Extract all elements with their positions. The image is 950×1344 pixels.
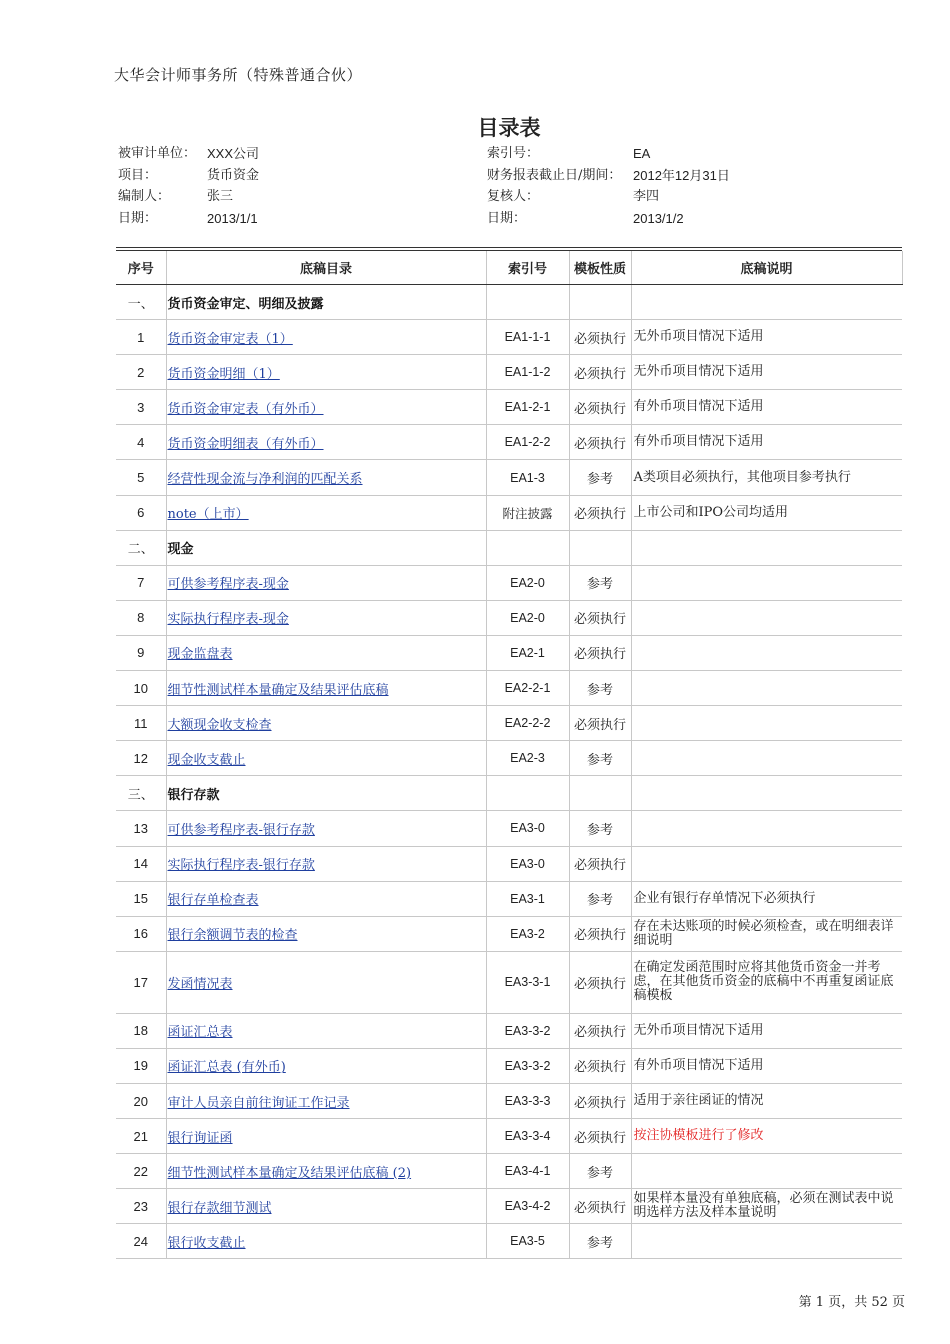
row-seq: 20 <box>116 1083 166 1118</box>
row-seq: 11 <box>116 706 166 741</box>
doc-link[interactable]: 发函情况表 <box>167 976 233 992</box>
row-index <box>486 530 569 565</box>
row-doc-cell[interactable] <box>166 881 486 916</box>
info-right-values <box>633 143 730 229</box>
header-note: 底稿说明 <box>631 251 902 285</box>
index-value: EA <box>633 146 651 161</box>
doc-link[interactable]: 经营性现金流与净利润的匹配关系 <box>167 472 363 488</box>
row-seq: 2 <box>116 355 166 390</box>
row-index: EA1-2-1 <box>486 390 569 425</box>
row-index: EA2-1 <box>486 635 569 670</box>
row-index: EA1-1-2 <box>486 355 569 390</box>
row-note <box>631 285 902 320</box>
doc-link[interactable]: 银行收支截止 <box>167 1235 246 1251</box>
row-seq: 24 <box>116 1224 166 1259</box>
table-row <box>116 635 902 670</box>
row-seq: 三、 <box>116 776 166 811</box>
row-doc-cell[interactable] <box>166 600 486 635</box>
row-index: EA2-0 <box>486 565 569 600</box>
doc-link[interactable]: 审计人员亲自前往询证工作记录 <box>167 1095 350 1111</box>
table-row <box>116 811 902 846</box>
row-index: EA3-3-1 <box>486 951 569 1013</box>
item-value: 货币资金 <box>207 167 260 183</box>
row-doc-cell[interactable] <box>166 390 486 425</box>
row-seq: 一、 <box>116 285 166 320</box>
reviewer-value: 李四 <box>633 189 660 204</box>
row-note: 存在未达账项的时候必须检查，或在明细表详细说明 <box>631 916 902 951</box>
table-row <box>116 1154 902 1189</box>
row-doc-cell[interactable] <box>166 706 486 741</box>
row-index: EA1-1-1 <box>486 320 569 355</box>
row-index: EA3-4-2 <box>486 1189 569 1224</box>
info-left-labels <box>118 143 196 229</box>
row-nature: 必须执行 <box>569 846 631 881</box>
row-nature: 必须执行 <box>569 916 631 951</box>
table-row <box>116 671 902 706</box>
row-index: EA3-3-2 <box>486 1048 569 1083</box>
table-row <box>116 1224 902 1259</box>
header-nature: 模板性质 <box>569 251 631 285</box>
row-nature: 必须执行 <box>569 1013 631 1048</box>
info-left-values <box>207 143 259 229</box>
row-nature: 必须执行 <box>569 635 631 670</box>
row-doc-cell[interactable] <box>166 741 486 776</box>
row-note: 无外币项目情况下适用 <box>631 355 902 390</box>
table-row <box>116 951 902 1013</box>
row-nature: 必须执行 <box>569 951 631 1013</box>
doc-link[interactable]: 大额现金收支检查 <box>167 717 272 733</box>
row-note: 上市公司和IPO公司均适用 <box>631 495 902 530</box>
row-nature <box>569 530 631 565</box>
doc-link[interactable]: 细节性测试样本量确定及结果评估底稿 (2) <box>167 1165 412 1181</box>
row-nature: 参考 <box>569 881 631 916</box>
audited-entity-label: 被审计单位： <box>118 146 197 161</box>
row-seq: 15 <box>116 881 166 916</box>
row-seq: 4 <box>116 425 166 460</box>
row-index: EA3-0 <box>486 811 569 846</box>
section-row <box>116 776 902 811</box>
preparer-label: 编制人： <box>118 189 171 204</box>
info-right-labels <box>487 143 621 229</box>
doc-link[interactable]: note（上市） <box>167 507 249 523</box>
row-nature: 必须执行 <box>569 355 631 390</box>
table-row <box>116 565 902 600</box>
period-label: 财务报表截止日/期间： <box>487 167 622 183</box>
date1-label: 日期： <box>118 210 158 226</box>
row-index: EA2-0 <box>486 600 569 635</box>
row-seq: 5 <box>116 460 166 495</box>
row-index: EA2-3 <box>486 741 569 776</box>
table-row <box>116 741 902 776</box>
row-note: 企业有银行存单情况下必须执行 <box>631 881 902 916</box>
table-row <box>116 1048 902 1083</box>
doc-link[interactable]: 细节性测试样本量确定及结果评估底稿 <box>167 682 389 698</box>
row-nature: 参考 <box>569 1154 631 1189</box>
date2-value: 2013/1/2 <box>633 210 684 226</box>
table-row <box>116 600 902 635</box>
row-note <box>631 565 902 600</box>
row-index <box>486 776 569 811</box>
row-index: EA3-2 <box>486 916 569 951</box>
row-doc-cell[interactable] <box>166 460 486 495</box>
row-note: 在确定发函范围时应将其他货币资金一并考虑，在其他货币资金的底稿中不再重复函证底稿模板 <box>631 951 902 1013</box>
row-nature: 必须执行 <box>569 1119 631 1154</box>
row-index: EA3-3-4 <box>486 1119 569 1154</box>
row-doc-cell[interactable] <box>166 1154 486 1189</box>
row-nature: 参考 <box>569 741 631 776</box>
table-row <box>116 355 902 390</box>
section-title: 货币资金审定、明细及披露 <box>166 285 486 320</box>
row-index: EA3-0 <box>486 846 569 881</box>
row-nature: 必须执行 <box>569 1048 631 1083</box>
row-index: EA2-2-1 <box>486 671 569 706</box>
period-value: 2012年12月31日 <box>633 167 730 183</box>
doc-link[interactable]: 实际执行程序表-银行存款 <box>167 858 315 874</box>
row-index: EA3-3-3 <box>486 1083 569 1118</box>
firm-name: 大华会计师事务所（特殊普通合伙） <box>114 66 363 84</box>
doc-link[interactable]: 现金收支截止 <box>167 752 246 768</box>
page-footer: 第 1 页，共 52 页 <box>798 1295 905 1310</box>
row-seq: 19 <box>116 1048 166 1083</box>
item-label: 项目： <box>118 167 158 183</box>
row-seq: 16 <box>116 916 166 951</box>
row-index: EA3-3-2 <box>486 1013 569 1048</box>
row-seq: 23 <box>116 1189 166 1224</box>
row-doc-cell[interactable] <box>166 355 486 390</box>
table-row <box>116 881 902 916</box>
row-note: 按注协模板进行了修改 <box>631 1119 902 1154</box>
row-seq: 22 <box>116 1154 166 1189</box>
row-doc-cell[interactable] <box>166 1048 486 1083</box>
row-index: EA3-4-1 <box>486 1154 569 1189</box>
row-doc-cell[interactable] <box>166 320 486 355</box>
doc-link[interactable]: 可供参考程序表-现金 <box>167 577 289 593</box>
row-doc-cell[interactable] <box>166 1083 486 1118</box>
row-note <box>631 530 902 565</box>
reviewer-label: 复核人： <box>487 189 540 204</box>
row-nature: 必须执行 <box>569 390 631 425</box>
row-note <box>631 706 902 741</box>
row-nature: 参考 <box>569 565 631 600</box>
row-note <box>631 846 902 881</box>
table-row <box>116 425 902 460</box>
row-doc-cell[interactable] <box>166 425 486 460</box>
row-note <box>631 635 902 670</box>
row-doc-cell[interactable] <box>166 1224 486 1259</box>
row-doc-cell[interactable] <box>166 565 486 600</box>
header-seq: 序号 <box>116 251 166 285</box>
table-row <box>116 390 902 425</box>
table-row <box>116 1083 902 1118</box>
row-nature: 参考 <box>569 460 631 495</box>
row-doc-cell[interactable] <box>166 671 486 706</box>
table-row <box>116 1119 902 1154</box>
table-row <box>116 1189 902 1224</box>
row-note: 有外币项目情况下适用 <box>631 390 902 425</box>
row-doc-cell[interactable] <box>166 495 486 530</box>
doc-link[interactable]: 货币资金审定表（有外币） <box>167 401 324 417</box>
table-row <box>116 495 902 530</box>
table-header-row <box>116 251 902 285</box>
row-seq: 13 <box>116 811 166 846</box>
row-nature: 必须执行 <box>569 706 631 741</box>
row-doc-cell[interactable] <box>166 1119 486 1154</box>
row-note: 无外币项目情况下适用 <box>631 320 902 355</box>
header-index: 索引号 <box>486 251 569 285</box>
row-seq: 10 <box>116 671 166 706</box>
index-label: 索引号： <box>487 146 540 161</box>
toc-table <box>116 251 903 1259</box>
section-row <box>116 530 902 565</box>
table-row <box>116 460 902 495</box>
doc-link[interactable]: 货币资金审定表（1） <box>167 331 293 347</box>
table-row <box>116 916 902 951</box>
row-note <box>631 811 902 846</box>
row-nature: 参考 <box>569 1224 631 1259</box>
row-doc-cell[interactable] <box>166 635 486 670</box>
row-seq: 二、 <box>116 530 166 565</box>
row-nature: 参考 <box>569 671 631 706</box>
row-note <box>631 741 902 776</box>
row-note: 无外币项目情况下适用 <box>631 1013 902 1048</box>
row-index: EA1-3 <box>486 460 569 495</box>
row-nature: 必须执行 <box>569 1189 631 1224</box>
row-index: 附注披露 <box>486 495 569 530</box>
row-index: EA3-5 <box>486 1224 569 1259</box>
row-nature: 参考 <box>569 811 631 846</box>
row-index: EA3-1 <box>486 881 569 916</box>
row-note: 适用于亲往函证的情况 <box>631 1083 902 1118</box>
row-nature <box>569 285 631 320</box>
row-seq: 8 <box>116 600 166 635</box>
section-row <box>116 285 902 320</box>
row-nature: 必须执行 <box>569 1083 631 1118</box>
doc-link[interactable]: 银行存单检查表 <box>167 893 259 909</box>
doc-link[interactable]: 函证汇总表 <box>167 1025 233 1041</box>
row-nature: 必须执行 <box>569 600 631 635</box>
row-nature <box>569 776 631 811</box>
row-note <box>631 1224 902 1259</box>
section-title: 现金 <box>166 530 486 565</box>
table-row <box>116 846 902 881</box>
row-seq: 14 <box>116 846 166 881</box>
table-row <box>116 706 902 741</box>
row-note: A类项目必须执行，其他项目参考执行 <box>631 460 902 495</box>
row-doc-cell[interactable] <box>166 951 486 1013</box>
row-seq: 7 <box>116 565 166 600</box>
row-doc-cell[interactable] <box>166 846 486 881</box>
row-note <box>631 671 902 706</box>
doc-link[interactable]: 函证汇总表 (有外币) <box>167 1060 286 1076</box>
doc-link[interactable]: 银行存款细节测试 <box>167 1200 272 1216</box>
date2-label: 日期： <box>487 210 527 226</box>
row-nature: 必须执行 <box>569 320 631 355</box>
doc-link[interactable]: 银行询证函 <box>167 1130 233 1146</box>
row-note: 如果样本量没有单独底稿，必须在测试表中说明选样方法及样本量说明 <box>631 1189 902 1224</box>
doc-link[interactable]: 现金监盘表 <box>167 647 233 663</box>
row-note <box>631 1154 902 1189</box>
doc-link[interactable]: 银行余额调节表的检查 <box>167 928 298 944</box>
row-seq: 17 <box>116 951 166 1013</box>
row-note <box>631 600 902 635</box>
preparer-value: 张三 <box>207 189 234 204</box>
row-seq: 12 <box>116 741 166 776</box>
row-seq: 6 <box>116 495 166 530</box>
doc-link[interactable]: 可供参考程序表-银行存款 <box>167 822 315 838</box>
row-seq: 3 <box>116 390 166 425</box>
row-seq: 21 <box>116 1119 166 1154</box>
row-doc-cell[interactable] <box>166 916 486 951</box>
row-index: EA1-2-2 <box>486 425 569 460</box>
row-nature: 必须执行 <box>569 425 631 460</box>
row-index: EA2-2-2 <box>486 706 569 741</box>
audited-entity-value: XXX公司 <box>207 146 260 161</box>
table-row <box>116 320 902 355</box>
table-row <box>116 1013 902 1048</box>
header-doc: 底稿目录 <box>166 251 486 285</box>
row-index <box>486 285 569 320</box>
row-note <box>631 776 902 811</box>
row-doc-cell[interactable] <box>166 811 486 846</box>
row-seq: 9 <box>116 635 166 670</box>
toc-body <box>116 285 902 1259</box>
row-doc-cell[interactable] <box>166 1189 486 1224</box>
row-note: 有外币项目情况下适用 <box>631 425 902 460</box>
row-seq: 18 <box>116 1013 166 1048</box>
row-doc-cell[interactable] <box>166 1013 486 1048</box>
section-title: 银行存款 <box>166 776 486 811</box>
page-title: 目录表 <box>477 116 541 140</box>
doc-link[interactable]: 货币资金明细（1） <box>167 366 280 382</box>
doc-link[interactable]: 货币资金明细表（有外币） <box>167 436 324 452</box>
row-note: 有外币项目情况下适用 <box>631 1048 902 1083</box>
row-nature: 必须执行 <box>569 495 631 530</box>
date1-value: 2013/1/1 <box>207 210 258 226</box>
row-seq: 1 <box>116 320 166 355</box>
doc-link[interactable]: 实际执行程序表-现金 <box>167 612 289 628</box>
